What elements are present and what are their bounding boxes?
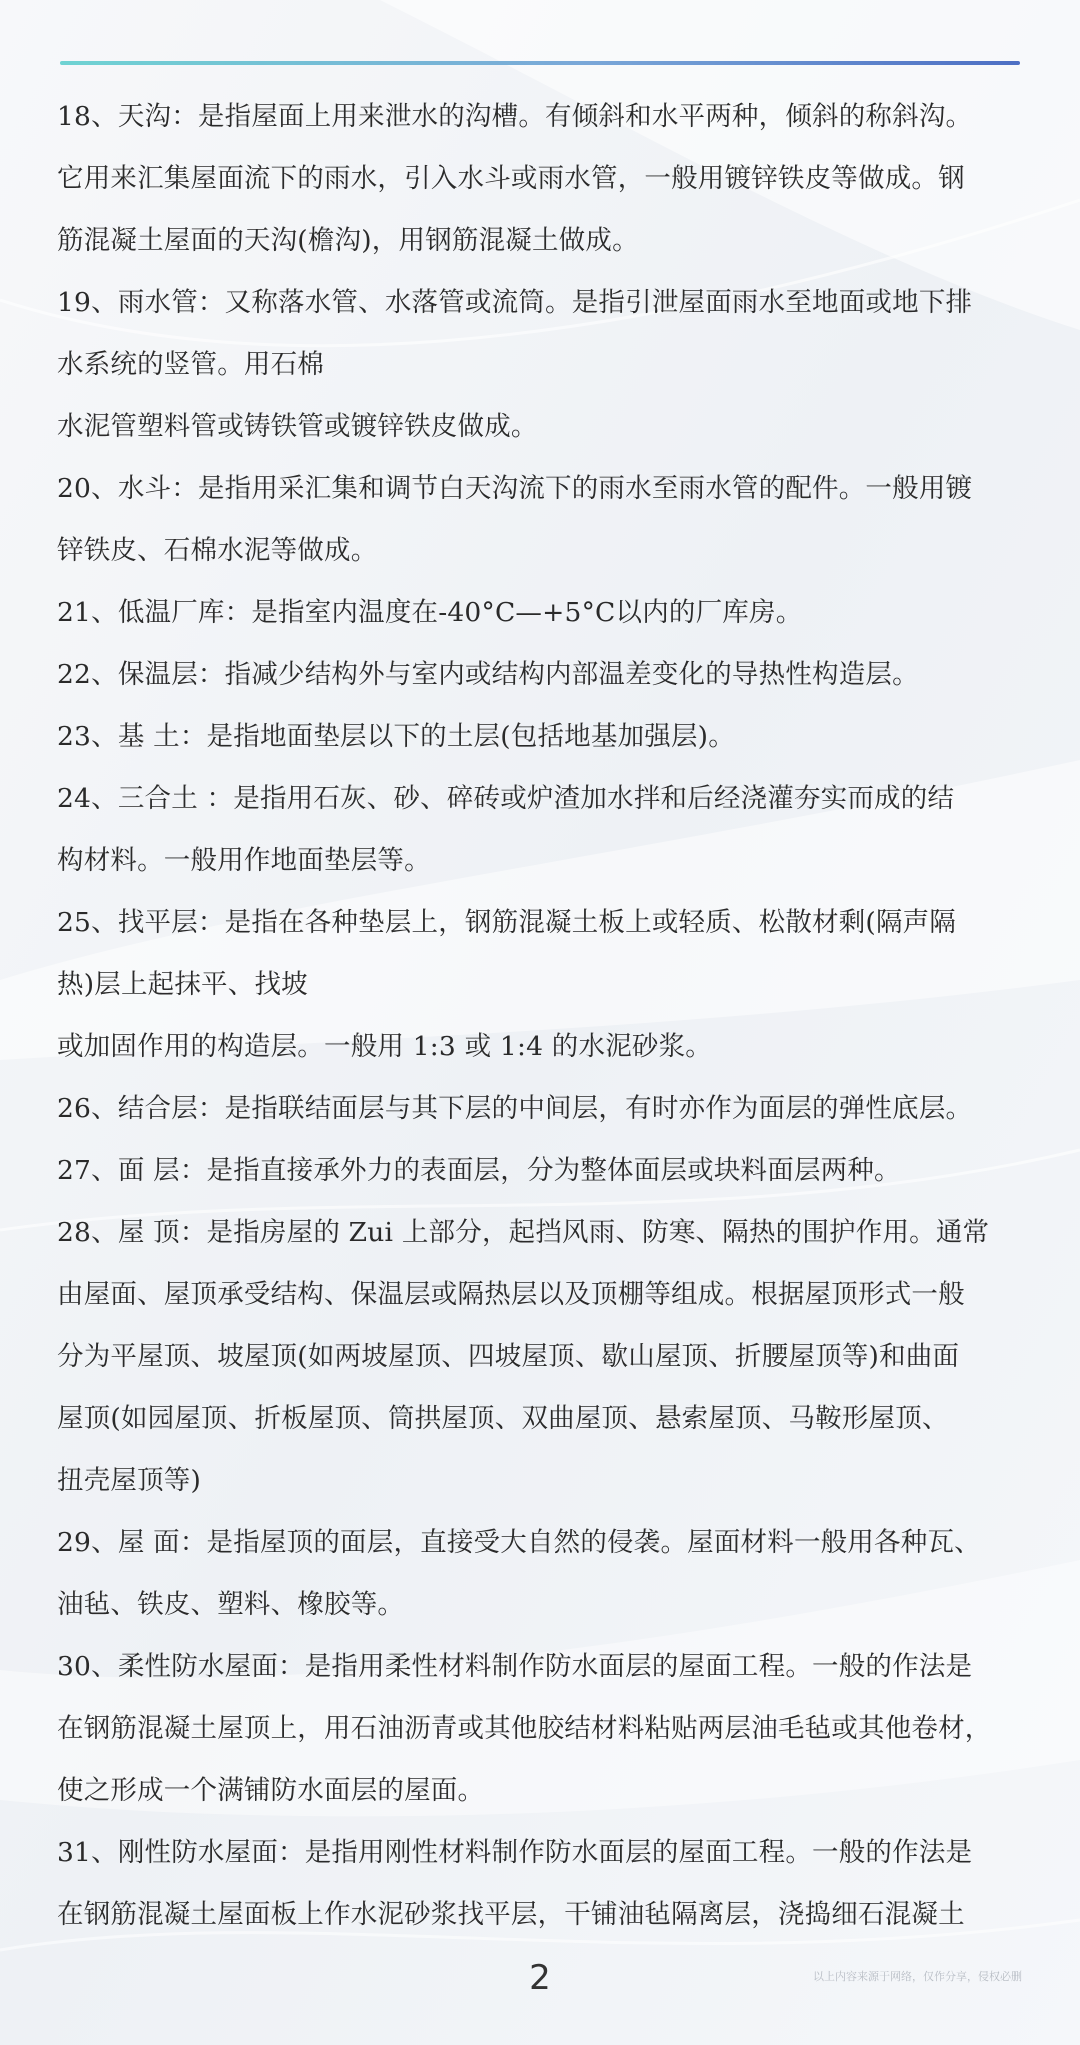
text-line: 28、屋 顶：是指房屋的 Zui 上部分，起挡风雨、防寒、隔热的围护作用。通常: [57, 1217, 990, 1248]
header-divider: [60, 61, 1020, 65]
document-body: [57, 86, 1042, 1946]
text-line: 21、低温厂库：是指室内温度在-40°C—+5°C以内的厂库房。: [57, 597, 803, 628]
text-line: 构材料。一般用作地面垫层等。: [57, 845, 431, 876]
text-line: 水系统的竖管。用石棉: [57, 349, 324, 380]
text-line: 30、柔性防水屋面：是指用柔性材料制作防水面层的屋面工程。一般的作法是: [57, 1651, 973, 1682]
text-line: 26、结合层：是指联结面层与其下层的中间层，有时亦作为面层的弹性底层。: [57, 1093, 973, 1124]
text-line: 27、面 层：是指直接承外力的表面层，分为整体面层或块料面层两种。: [57, 1155, 901, 1186]
text-line: 水泥管塑料管或铸铁管或镀锌铁皮做成。: [57, 411, 538, 442]
text-line: 由屋面、屋顶承受结构、保温层或隔热层以及顶棚等组成。根据屋顶形式一般: [57, 1279, 965, 1310]
text-line: 23、基 土：是指地面垫层以下的土层(包括地基加强层)。: [57, 721, 735, 752]
text-line: 18、天沟：是指屋面上用来泄水的沟槽。有倾斜和水平两种，倾斜的称斜沟。: [57, 101, 973, 132]
text-line: 它用来汇集屋面流下的雨水，引入水斗或雨水管，一般用镀锌铁皮等做成。钢: [57, 163, 965, 194]
text-line: 31、刚性防水屋面：是指用刚性材料制作防水面层的屋面工程。一般的作法是: [57, 1837, 973, 1868]
text-line: 油毡、铁皮、塑料、橡胶等。: [57, 1589, 405, 1620]
text-line: 20、水斗：是指用采汇集和调节白天沟流下的雨水至雨水管的配件。一般用镀: [57, 473, 973, 504]
text-line: 29、屋 面：是指屋顶的面层，直接受大自然的侵袭。屋面材料一般用各种瓦、: [57, 1527, 981, 1558]
text-line: 22、保温层：指减少结构外与室内或结构内部温差变化的导热性构造层。: [57, 659, 919, 690]
page-number: 2: [529, 1958, 551, 1998]
text-line: 24、三合土 ：是指用石灰、砂、碎砖或炉渣加水拌和后经浇灌夯实而成的结: [57, 783, 955, 814]
text-line: 使之形成一个满铺防水面层的屋面。: [57, 1775, 485, 1806]
text-line: 筋混凝土屋面的天沟(檐沟)，用钢筋混凝土做成。: [57, 225, 639, 256]
text-line: 热)层上起抹平、找坡: [57, 969, 308, 1000]
text-line: 25、找平层：是指在各种垫层上，钢筋混凝土板上或轻质、松散材剩(隔声隔: [57, 907, 957, 938]
text-line: 锌铁皮、石棉水泥等做成。: [57, 535, 378, 566]
text-line: 在钢筋混凝土屋面板上作水泥砂浆找平层，干铺油毡隔离层，浇捣细石混凝土: [57, 1899, 965, 1930]
text-line: 分为平屋顶、坡屋顶(如两坡屋顶、四坡屋顶、歇山屋顶、折腰屋顶等)和曲面: [57, 1341, 960, 1372]
text-line: 在钢筋混凝土屋顶上，用石油沥青或其他胶结材料粘贴两层油毛毡或其他卷材，: [57, 1713, 992, 1744]
text-line: 19、雨水管：又称落水管、水落管或流筒。是指引泄屋面雨水至地面或地下排: [57, 287, 973, 318]
text-line: 或加固作用的构造层。一般用 1:3 或 1:4 的水泥砂浆。: [57, 1031, 712, 1062]
disclaimer-note: 以上内容来源于网络，仅作分享，侵权必删: [813, 1970, 1022, 1983]
text-line: 扭壳屋顶等): [57, 1465, 202, 1496]
text-line: 屋顶(如园屋顶、折板屋顶、筒拱屋顶、双曲屋顶、悬索屋顶、马鞍形屋顶、: [57, 1403, 949, 1434]
